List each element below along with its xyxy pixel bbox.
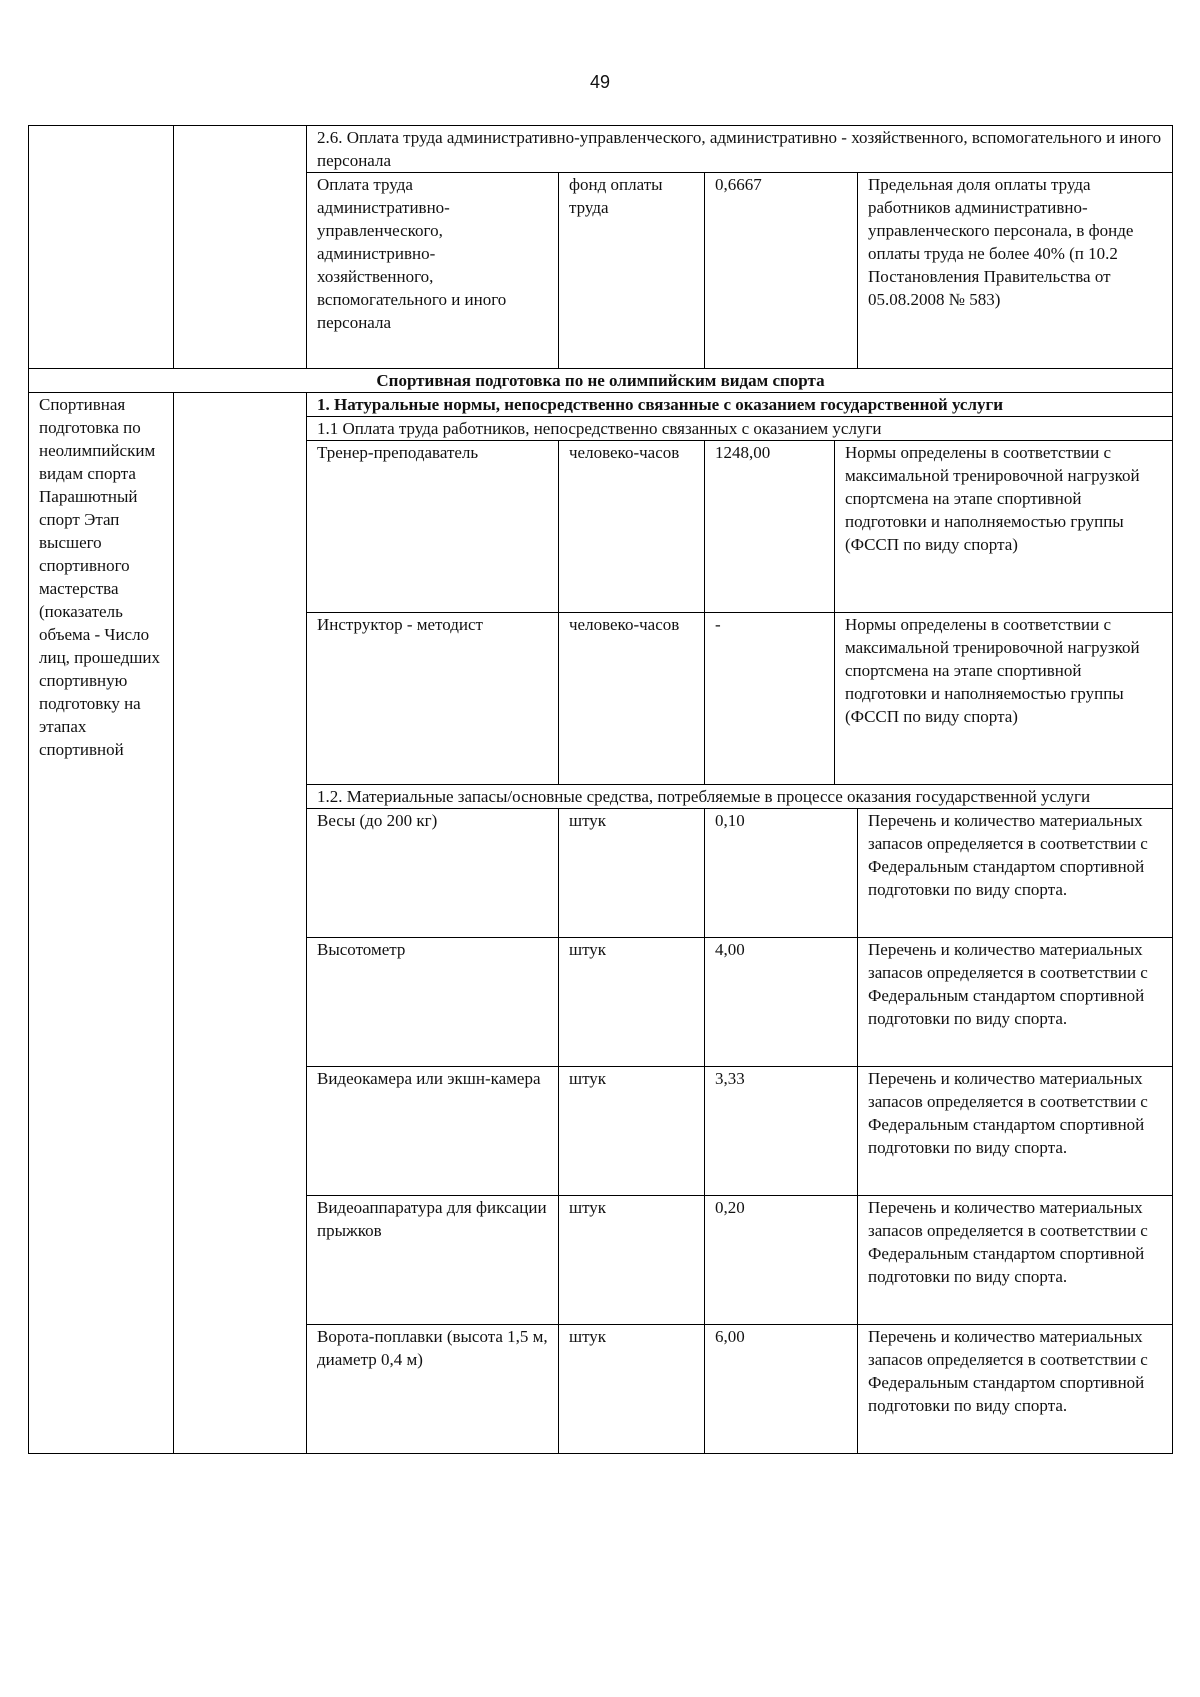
cell-value: 0,10 [705, 809, 858, 938]
section-title: Спортивная подготовка по не олимпийским видам спорта [29, 369, 1173, 393]
cell-name: Ворота-поплавки (высота 1,5 м, диаметр 0,4 м) [307, 1325, 559, 1454]
cell-note: Перечень и количество материальных запасов определяется в соответствии с Федеральным стандартом спортивной подготовки по виду спорта. [858, 1196, 1173, 1325]
empty-cell [174, 126, 307, 369]
subsection-title: 2.6. Оплата труда административно-управленческого, административно - хозяйственного, вспомогательного и иного персонала [307, 126, 1173, 173]
empty-cell [29, 126, 174, 369]
cell-name: Инструктор - методист [307, 613, 559, 785]
cell-name: Видеокамера или экшн-камера [307, 1067, 559, 1196]
page-number: 49 [589, 72, 611, 92]
cell-name: Тренер-преподаватель [307, 441, 559, 613]
table-row [29, 126, 1173, 173]
cell-note: Нормы определены в соответствии с максимальной тренировочной нагрузкой спортсмена на этапе спортивной подготовки и наполняемостью группы (ФССП по виду спорта) [835, 441, 1173, 613]
cell-name: Весы (до 200 кг) [307, 809, 559, 938]
cell-value: - [705, 613, 835, 785]
cell-note: Перечень и количество материальных запасов определяется в соответствии с Федеральным стандартом спортивной подготовки по виду спорта. [858, 938, 1173, 1067]
table-row [29, 369, 1173, 393]
cell-name: Высотометр [307, 938, 559, 1067]
norms-table [28, 125, 1173, 1454]
cell-unit: фонд оплаты труда [559, 173, 705, 369]
subsection-title: 1.2. Материальные запасы/основные средства, потребляемые в процессе оказания государственной услуги [307, 785, 1173, 809]
cell-note: Перечень и количество материальных запасов определяется в соответствии с Федеральным стандартом спортивной подготовки по виду спорта. [858, 1325, 1173, 1454]
cell-unit: штук [559, 1067, 705, 1196]
group-title: 1. Натуральные нормы, непосредственно связанные с оказанием государственной услуги [307, 393, 1173, 417]
cell-value: 6,00 [705, 1325, 858, 1454]
cell-value: 0,6667 [705, 173, 858, 369]
cell-value: 1248,00 [705, 441, 835, 613]
cell-unit: человеко-часов [559, 441, 705, 613]
cell-note: Нормы определены в соответствии с максимальной тренировочной нагрузкой спортсмена на этапе спортивной подготовки и наполняемостью группы (ФССП по виду спорта) [835, 613, 1173, 785]
cell-name: Видеоаппаратура для фиксации прыжков [307, 1196, 559, 1325]
cell-unit: штук [559, 938, 705, 1067]
cell-note: Предельная доля оплаты труда работников административно-управленческого персонала, в фонде оплаты труда не более 40% (п 10.2 Постановления Правительства от 05.08.2008 № 583) [858, 173, 1173, 369]
table-row [29, 393, 1173, 417]
cell-note: Перечень и количество материальных запасов определяется в соответствии с Федеральным стандартом спортивной подготовки по виду спорта. [858, 1067, 1173, 1196]
service-label: Спортивная подготовка по неолимпийским видам спорта Парашютный спорт Этап высшего спортивного мастерства (показатель объема - Число лиц, прошедших спортивную подготовку на этапах спортивной [29, 393, 174, 1454]
subsection-title: 1.1 Оплата труда работников, непосредственно связанных с оказанием услуги [307, 417, 1173, 441]
cell-name: Оплата труда административно-управленческого, администривно-хозяйственного, вспомогательного и иного персонала [307, 173, 559, 369]
cell-value: 4,00 [705, 938, 858, 1067]
empty-cell [174, 393, 307, 1454]
cell-unit: штук [559, 1196, 705, 1325]
cell-value: 3,33 [705, 1067, 858, 1196]
cell-value: 0,20 [705, 1196, 858, 1325]
cell-unit: штук [559, 1325, 705, 1454]
cell-unit: человеко-часов [559, 613, 705, 785]
cell-unit: штук [559, 809, 705, 938]
cell-note: Перечень и количество материальных запасов определяется в соответствии с Федеральным стандартом спортивной подготовки по виду спорта. [858, 809, 1173, 938]
